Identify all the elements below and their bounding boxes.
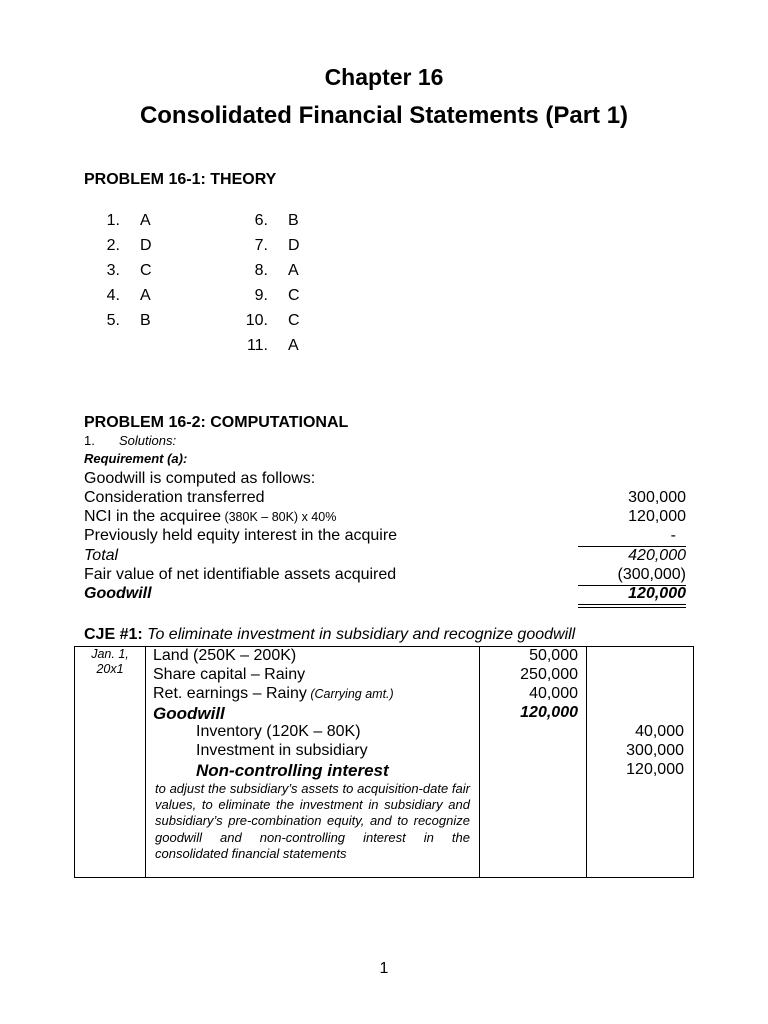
- goodwill-row: [84, 547, 686, 567]
- goodwill-row-amount: (300,000): [617, 566, 686, 583]
- account-name: Inventory (120K – 80K): [196, 723, 361, 740]
- cje-heading: [84, 626, 575, 644]
- goodwill-row-note: (380K – 80K) x 40%: [220, 510, 337, 524]
- goodwill-row: [84, 470, 686, 490]
- goodwill-row: [84, 489, 686, 509]
- goodwill-row: [84, 527, 686, 547]
- page-number: 1: [379, 960, 389, 977]
- answer-number: 2.: [106, 237, 120, 254]
- answer-number: 6.: [254, 212, 268, 229]
- answer-value: D: [140, 237, 152, 254]
- goodwill-row-desc: Fair value of net identifiable assets acquired: [84, 566, 397, 583]
- account-name: Investment in subsidiary: [196, 742, 368, 759]
- column-divider: [145, 647, 146, 877]
- solutions-line: [84, 433, 177, 448]
- account-name: Land (250K – 200K): [153, 647, 297, 664]
- goodwill-row-desc: Total: [84, 547, 119, 564]
- credit-amount: 120,000: [626, 761, 684, 778]
- goodwill-row-desc: Goodwill: [84, 585, 152, 602]
- account-name: Goodwill: [153, 704, 225, 723]
- answer-value: A: [288, 337, 299, 354]
- problem-2-heading: PROBLEM 16-2: COMPUTATIONAL: [84, 414, 349, 431]
- goodwill-row: [84, 566, 686, 586]
- goodwill-row-amount: 420,000: [628, 547, 686, 564]
- answer-number: 9.: [254, 287, 268, 304]
- account-note: (Carrying amt.): [306, 687, 394, 701]
- journal-line: [153, 704, 225, 724]
- entry-date-line: Jan. 1,: [91, 647, 129, 661]
- answer-value: D: [288, 237, 300, 254]
- cje-label: CJE #1:: [84, 626, 143, 643]
- answer-number: 10.: [245, 312, 268, 329]
- debit-amount: 40,000: [529, 685, 578, 702]
- answer-number: 7.: [254, 237, 268, 254]
- answer-number: 5.: [106, 312, 120, 329]
- answer-list: [84, 212, 344, 362]
- answer-number: 11.: [246, 337, 268, 354]
- answer-number: 1.: [106, 212, 120, 229]
- debit-amount: 120,000: [520, 704, 578, 721]
- goodwill-row-amount: 300,000: [628, 489, 686, 506]
- debit-amount: 250,000: [520, 666, 578, 683]
- journal-line: [196, 723, 361, 743]
- goodwill-row-desc: Goodwill is computed as follows:: [84, 470, 316, 487]
- page-title: Consolidated Financial Statements (Part 1): [139, 102, 629, 129]
- chapter-heading: Chapter 16: [324, 64, 444, 90]
- journal-line: [196, 761, 389, 781]
- debit-amount: 50,000: [529, 647, 578, 664]
- answer-value: B: [288, 212, 299, 229]
- entry-date-line: 20x1: [96, 662, 124, 676]
- goodwill-row-amount: 120,000: [628, 585, 686, 602]
- answer-value: B: [140, 312, 151, 329]
- answer-value: C: [140, 262, 152, 279]
- journal-entry-table: [74, 646, 694, 878]
- answer-number: 8.: [254, 262, 268, 279]
- goodwill-row-amount: -: [670, 527, 676, 544]
- goodwill-row-desc: Previously held equity interest in the acquire: [84, 527, 398, 544]
- goodwill-row-label: NCI in the acquiree: [84, 508, 221, 525]
- credit-amount: 300,000: [626, 742, 684, 759]
- entry-explanation: to adjust the subsidiary’s assets to acquisition-date fair values, to eliminate the investment in subsidiary and subsidiary’s pre-combination equity, and to recognize goodwill and non-controlling interest in the consolidated financial statements: [155, 781, 470, 861]
- entry-date: [75, 647, 145, 677]
- account-name: Non-controlling interest: [196, 761, 389, 780]
- answer-value: A: [140, 212, 151, 229]
- goodwill-row: [84, 508, 686, 528]
- problem-1-heading: PROBLEM 16-1: THEORY: [84, 171, 277, 188]
- answer-value: C: [288, 287, 300, 304]
- goodwill-row-amount: 120,000: [628, 508, 686, 525]
- journal-line: [153, 647, 296, 667]
- answer-number: 3.: [106, 262, 120, 279]
- answer-value: C: [288, 312, 300, 329]
- cje-description: To eliminate investment in subsidiary and recognize goodwill: [142, 626, 576, 643]
- journal-line: [153, 666, 305, 686]
- journal-line: [153, 685, 394, 705]
- answer-number: 4.: [106, 287, 120, 304]
- item-number: 1.: [84, 433, 95, 448]
- solutions-label: Solutions:: [119, 433, 177, 448]
- journal-line: [196, 742, 368, 762]
- answer-value: A: [140, 287, 151, 304]
- double-rule-bottom: [578, 607, 686, 608]
- double-rule-top: [578, 604, 686, 605]
- credit-amount: 40,000: [635, 723, 684, 740]
- requirement-label: Requirement (a):: [84, 451, 188, 466]
- account-name: Share capital – Rainy: [153, 666, 306, 683]
- goodwill-row-desc: [84, 508, 336, 526]
- answer-value: A: [288, 262, 299, 279]
- account-name: Ret. earnings – Rainy: [153, 685, 307, 702]
- goodwill-row-desc: Consideration transferred: [84, 489, 265, 506]
- goodwill-row: [84, 585, 686, 605]
